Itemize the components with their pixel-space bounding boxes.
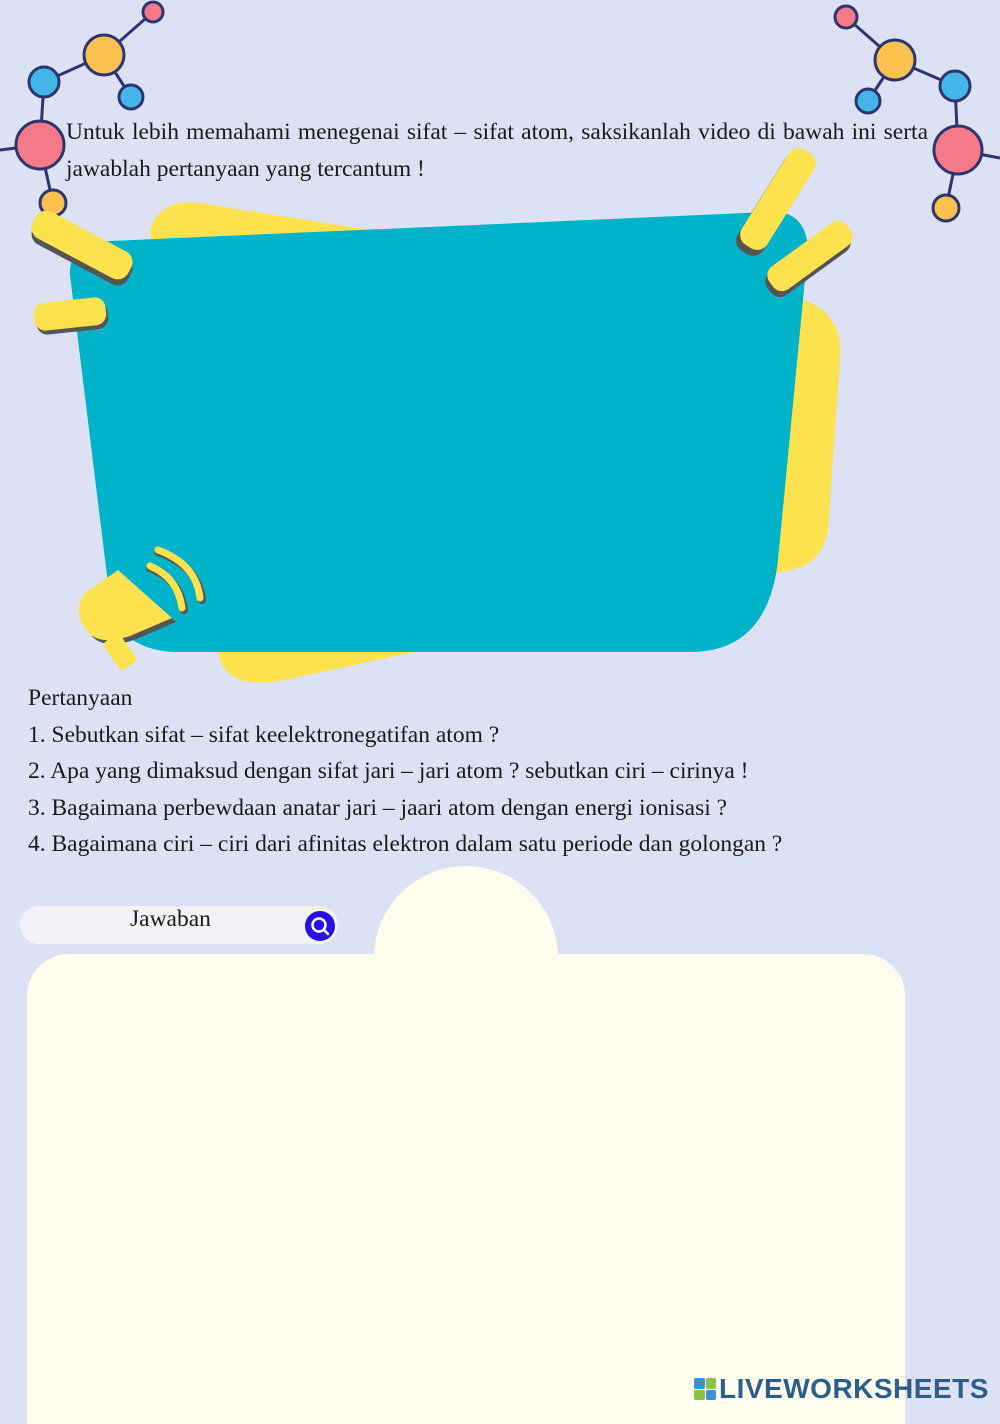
search-icon (305, 911, 335, 941)
question-item: 2. Apa yang dimaksud dengan sifat jari – jari atom ? sebutkan ciri – cirinya ! (28, 758, 749, 784)
video-panel (0, 0, 1000, 700)
brand-text: LIVEWORKSHEETS (719, 1373, 989, 1404)
question-item: 3. Bagaimana perbewdaan anatar jari – jaari atom dengan energi ionisasi ? (28, 794, 728, 821)
questions-section (28, 680, 912, 863)
question-item: 1. Sebutkan sifat – sifat keelektronegatifan atom ? (28, 721, 500, 748)
question-item: 4. Bagaimana ciri – ciri dari afinitas elektron dalam satu periode dan golongan ? (28, 831, 783, 857)
answer-label: Jawaban (130, 906, 211, 932)
search-button[interactable] (305, 911, 335, 941)
intro-text: Untuk lebih memahami menegenai sifat – sifat atom, saksikanlah video di bawah ini serta jawablah pertanyaan yang tercantum ! (66, 119, 928, 182)
answer-label-bar (20, 906, 338, 944)
answer-box[interactable] (27, 954, 905, 1424)
video-panel-screen (70, 212, 808, 652)
liveworksheets-brand[interactable] (694, 1372, 989, 1406)
questions-heading: Pertanyaan (28, 685, 133, 711)
liveworksheets-logo-icon (694, 1378, 716, 1400)
